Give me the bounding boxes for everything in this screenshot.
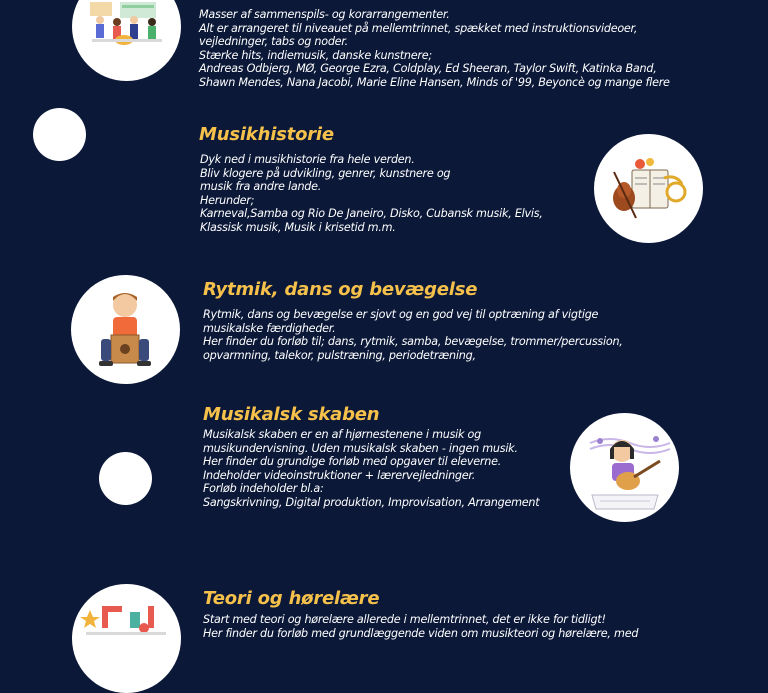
text-line: musikalske færdigheder. [203,321,336,335]
text-line: Dyk ned i musikhistorie fra hele verden. [200,153,415,166]
text-line: Sangskrivning, Digital produktion, Improvisation, Arrangement [203,495,540,509]
section-body [203,308,623,362]
text-line: Rytmik, dans og bevægelse er sjovt og en god vej til optræning af vigtige [203,308,599,321]
text-line: musik fra andre lande. [200,180,322,194]
text-line: Andreas Odbjerg, MØ, George Ezra, Coldplay, Ed Sheeran, Taylor Swift, Katinka Band, [199,62,657,76]
text-line: Musikalsk skaben er en af hjørnestenene i musik og [203,428,481,441]
text-line: Indeholder videoinstruktioner + lærervejledninger. [203,468,476,482]
text-line: Her finder du forløb med grundlæggende viden om musikteori og hørelære, med [203,626,639,640]
section-heading: Teori og hørelære [203,588,380,609]
decorative-circle [99,452,152,505]
text-line: Alt er arrangeret til niveauet på mellemtrinnet, spækket med instruktionsvideoer, [199,21,638,35]
decorative-circle [33,108,86,161]
section-body [203,428,539,510]
section-body [203,613,638,640]
music-theory-illustration-icon [72,584,181,693]
section-heading: Musikalsk skaben [203,404,380,425]
text-line: Bliv klogere på udvikling, genrer, kunstnere og [200,166,451,180]
text-line: musikundervisning. Uden musikalsk skaben - ingen musik. [203,441,518,455]
section-body [200,153,543,235]
section-heading: Musikhistorie [199,124,334,145]
text-line: Start med teori og hørelære allerede i mellemtrinnet, det er ikke for tidligt! [203,613,606,626]
section-body [199,8,670,90]
text-line: Stærke hits, indiemusik, danske kunstnere; [199,48,432,62]
band-illustration-icon [72,0,181,81]
text-line: Karneval,Samba og Rio De Janeiro, Disko, Cubansk musik, Elvis, [200,207,543,221]
text-line: Shawn Mendes, Nana Jacobi, Marie Eline Hansen, Minds of '99, Beyoncè og mange flere [199,75,670,89]
guitar-girl-illustration-icon [570,413,679,522]
text-line: Her finder du grundige forløb med opgaver til eleverne. [203,455,502,469]
text-line: opvarmning, talekor, pulstræning, periodetræning, [203,348,476,362]
section-heading: Rytmik, dans og bevægelse [203,279,478,300]
text-line: Forløb indeholder bl.a: [203,482,324,496]
text-line: Klassisk musik, Musik i krisetid m.m. [200,220,396,234]
text-line: Her finder du forløb til; dans, rytmik, samba, bevægelse, trommer/percussion, [203,335,623,349]
text-line: Masser af sammenspils- og korarrangementer. [199,8,450,21]
text-line: vejledninger, tabs og noder. [199,35,348,49]
text-line: Herunder; [200,193,255,207]
instruments-illustration-icon [594,134,703,243]
cajon-boy-illustration-icon [71,275,180,384]
